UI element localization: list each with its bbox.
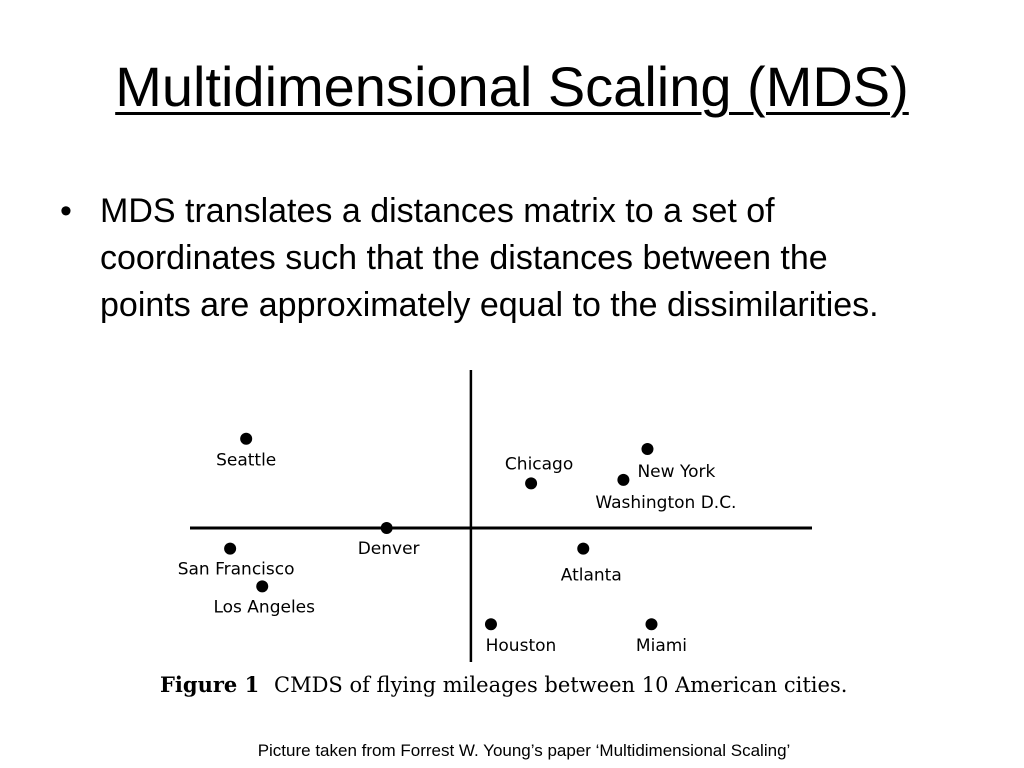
point-label: Denver [357, 539, 420, 560]
point-marker [381, 522, 393, 534]
bullet-text: MDS translates a distances matrix to a set of coordinates such that the distances between the points are approximately equal to the dissimilarities. [100, 192, 879, 324]
data-point [216, 433, 276, 471]
footer-note: Picture taken from Forrest W. Young’s paper ‘Multidimensional Scaling’ [257, 741, 791, 760]
data-point [636, 618, 687, 656]
point-marker [240, 433, 252, 445]
bullet-item [60, 188, 920, 329]
point-marker [641, 443, 653, 455]
data-point [213, 580, 315, 617]
point-marker [617, 474, 629, 486]
figure-caption-text: CMDS of flying mileages between 10 American cities. [274, 673, 848, 697]
point-marker [256, 580, 268, 592]
mds-scatter-figure [150, 362, 890, 710]
figure-caption-label: Figure 1 [160, 672, 260, 697]
point-label: New York [637, 462, 716, 483]
point-marker [577, 543, 589, 555]
data-point [178, 543, 295, 580]
point-label: Miami [635, 636, 688, 657]
point-label: Seattle [216, 450, 277, 471]
data-point [637, 443, 715, 482]
point-marker [485, 618, 497, 630]
data-point [505, 454, 573, 489]
point-label: Washington D.C. [595, 492, 737, 513]
data-point [561, 543, 622, 586]
slide-title: Multidimensional Scaling (MDS) [115, 55, 909, 118]
point-label: Houston [485, 636, 557, 657]
point-marker [525, 477, 537, 489]
point-marker [645, 618, 657, 630]
point-marker [224, 543, 236, 555]
bullet-marker: • [60, 192, 72, 230]
point-label: San Francisco [177, 559, 295, 580]
bullet-list [60, 188, 920, 329]
point-label: Atlanta [560, 565, 622, 586]
data-point [485, 618, 556, 656]
points-layer [178, 433, 737, 657]
point-label: Chicago [504, 454, 574, 475]
point-label: Los Angeles [213, 597, 315, 618]
